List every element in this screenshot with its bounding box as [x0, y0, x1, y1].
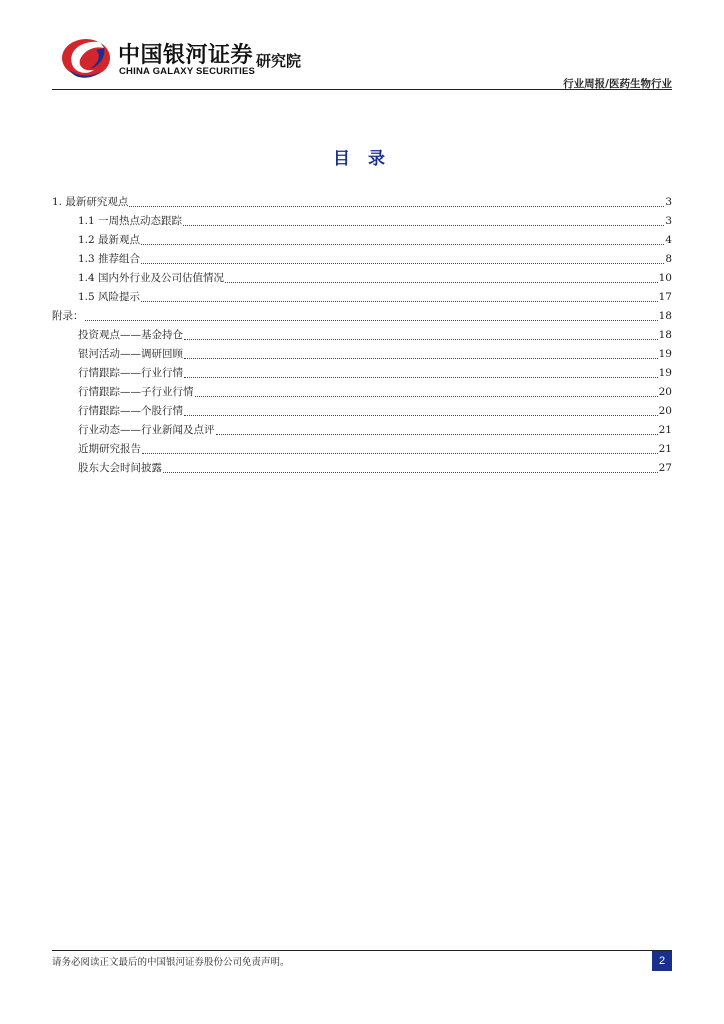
toc-entry-label: 1.4 国内外行业及公司估值情况 [78, 272, 225, 284]
toc-leader [184, 339, 658, 340]
toc-leader [216, 434, 658, 435]
toc-entry-page: 17 [658, 291, 672, 303]
toc-entry[interactable] [52, 421, 672, 440]
company-name-cn: 中国银河证券 [118, 43, 254, 68]
toc-entry-label: 股东大会时间披露 [78, 462, 162, 474]
toc-entry-label: 1.1 一周热点动态跟踪 [78, 215, 183, 227]
toc-entry[interactable] [52, 288, 672, 307]
toc-entry-label: 行业动态——行业新闻及点评 [78, 424, 215, 436]
toc-entry[interactable] [52, 440, 672, 459]
toc-entry-page: 4 [665, 234, 672, 246]
toc-entry[interactable] [52, 345, 672, 364]
galaxy-logo-icon [60, 36, 112, 80]
toc-title: 目 录 [333, 149, 391, 169]
toc-leader [225, 282, 658, 283]
toc-entry-label: 1.5 风险提示 [78, 291, 141, 303]
toc-entry-page: 19 [658, 348, 672, 360]
toc-entry-label: 1.3 推荐组合 [78, 253, 141, 265]
toc-leader [85, 320, 658, 321]
toc-entry-page: 27 [658, 462, 672, 474]
toc-entry[interactable] [52, 326, 672, 345]
toc-entry-page: 10 [658, 272, 672, 284]
report-category: 行业周报/医药生物行业 [563, 78, 672, 90]
table-of-contents [52, 193, 672, 478]
toc-entry-label: 1.2 最新观点 [78, 234, 141, 246]
toc-entry-label: 行情跟踪——子行业行情 [78, 386, 194, 398]
toc-entry-page: 3 [665, 215, 672, 227]
toc-entry[interactable] [52, 307, 672, 326]
toc-entry-label: 附录： [52, 310, 84, 322]
toc-entry-page: 3 [665, 196, 672, 208]
toc-entry-page: 8 [665, 253, 672, 265]
toc-entry[interactable] [52, 250, 672, 269]
toc-entry[interactable] [52, 193, 672, 212]
page-header [0, 0, 724, 92]
toc-entry[interactable] [52, 212, 672, 231]
toc-leader [141, 301, 658, 302]
toc-entry[interactable] [52, 402, 672, 421]
page-number: 2 [652, 951, 672, 971]
toc-entry[interactable] [52, 364, 672, 383]
footer-divider [52, 950, 672, 951]
toc-entry-label: 1. 最新研究观点 [52, 196, 129, 208]
toc-entry-label: 银河活动——调研回顾 [78, 348, 183, 360]
institute-name: 研究院 [256, 52, 302, 70]
toc-leader [184, 415, 658, 416]
company-name-en: CHINA GALAXY SECURITIES [119, 66, 256, 77]
toc-leader [184, 377, 658, 378]
toc-leader [184, 358, 658, 359]
toc-entry-page: 18 [658, 329, 672, 341]
toc-leader [163, 472, 658, 473]
toc-entry[interactable] [52, 269, 672, 288]
toc-leader [195, 396, 658, 397]
toc-leader [183, 225, 664, 226]
toc-entry-page: 18 [658, 310, 672, 322]
toc-entry-label: 投资观点——基金持仓 [78, 329, 183, 341]
toc-leader [142, 453, 658, 454]
toc-entry-page: 19 [658, 367, 672, 379]
disclaimer-notice: 请务必阅读正文最后的中国银河证券股份公司免责声明。 [52, 957, 290, 968]
toc-entry-page: 20 [658, 386, 672, 398]
toc-leader [129, 206, 664, 207]
toc-entry[interactable] [52, 383, 672, 402]
toc-entry-page: 21 [658, 443, 672, 455]
toc-leader [141, 263, 664, 264]
toc-entry[interactable] [52, 231, 672, 250]
toc-entry[interactable] [52, 459, 672, 478]
toc-entry-label: 行情跟踪——行业行情 [78, 367, 183, 379]
toc-entry-page: 21 [658, 424, 672, 436]
toc-entry-label: 近期研究报告 [78, 443, 141, 455]
toc-entry-label: 行情跟踪——个股行情 [78, 405, 183, 417]
toc-entry-page: 20 [658, 405, 672, 417]
header-divider [52, 89, 672, 90]
toc-leader [141, 244, 664, 245]
